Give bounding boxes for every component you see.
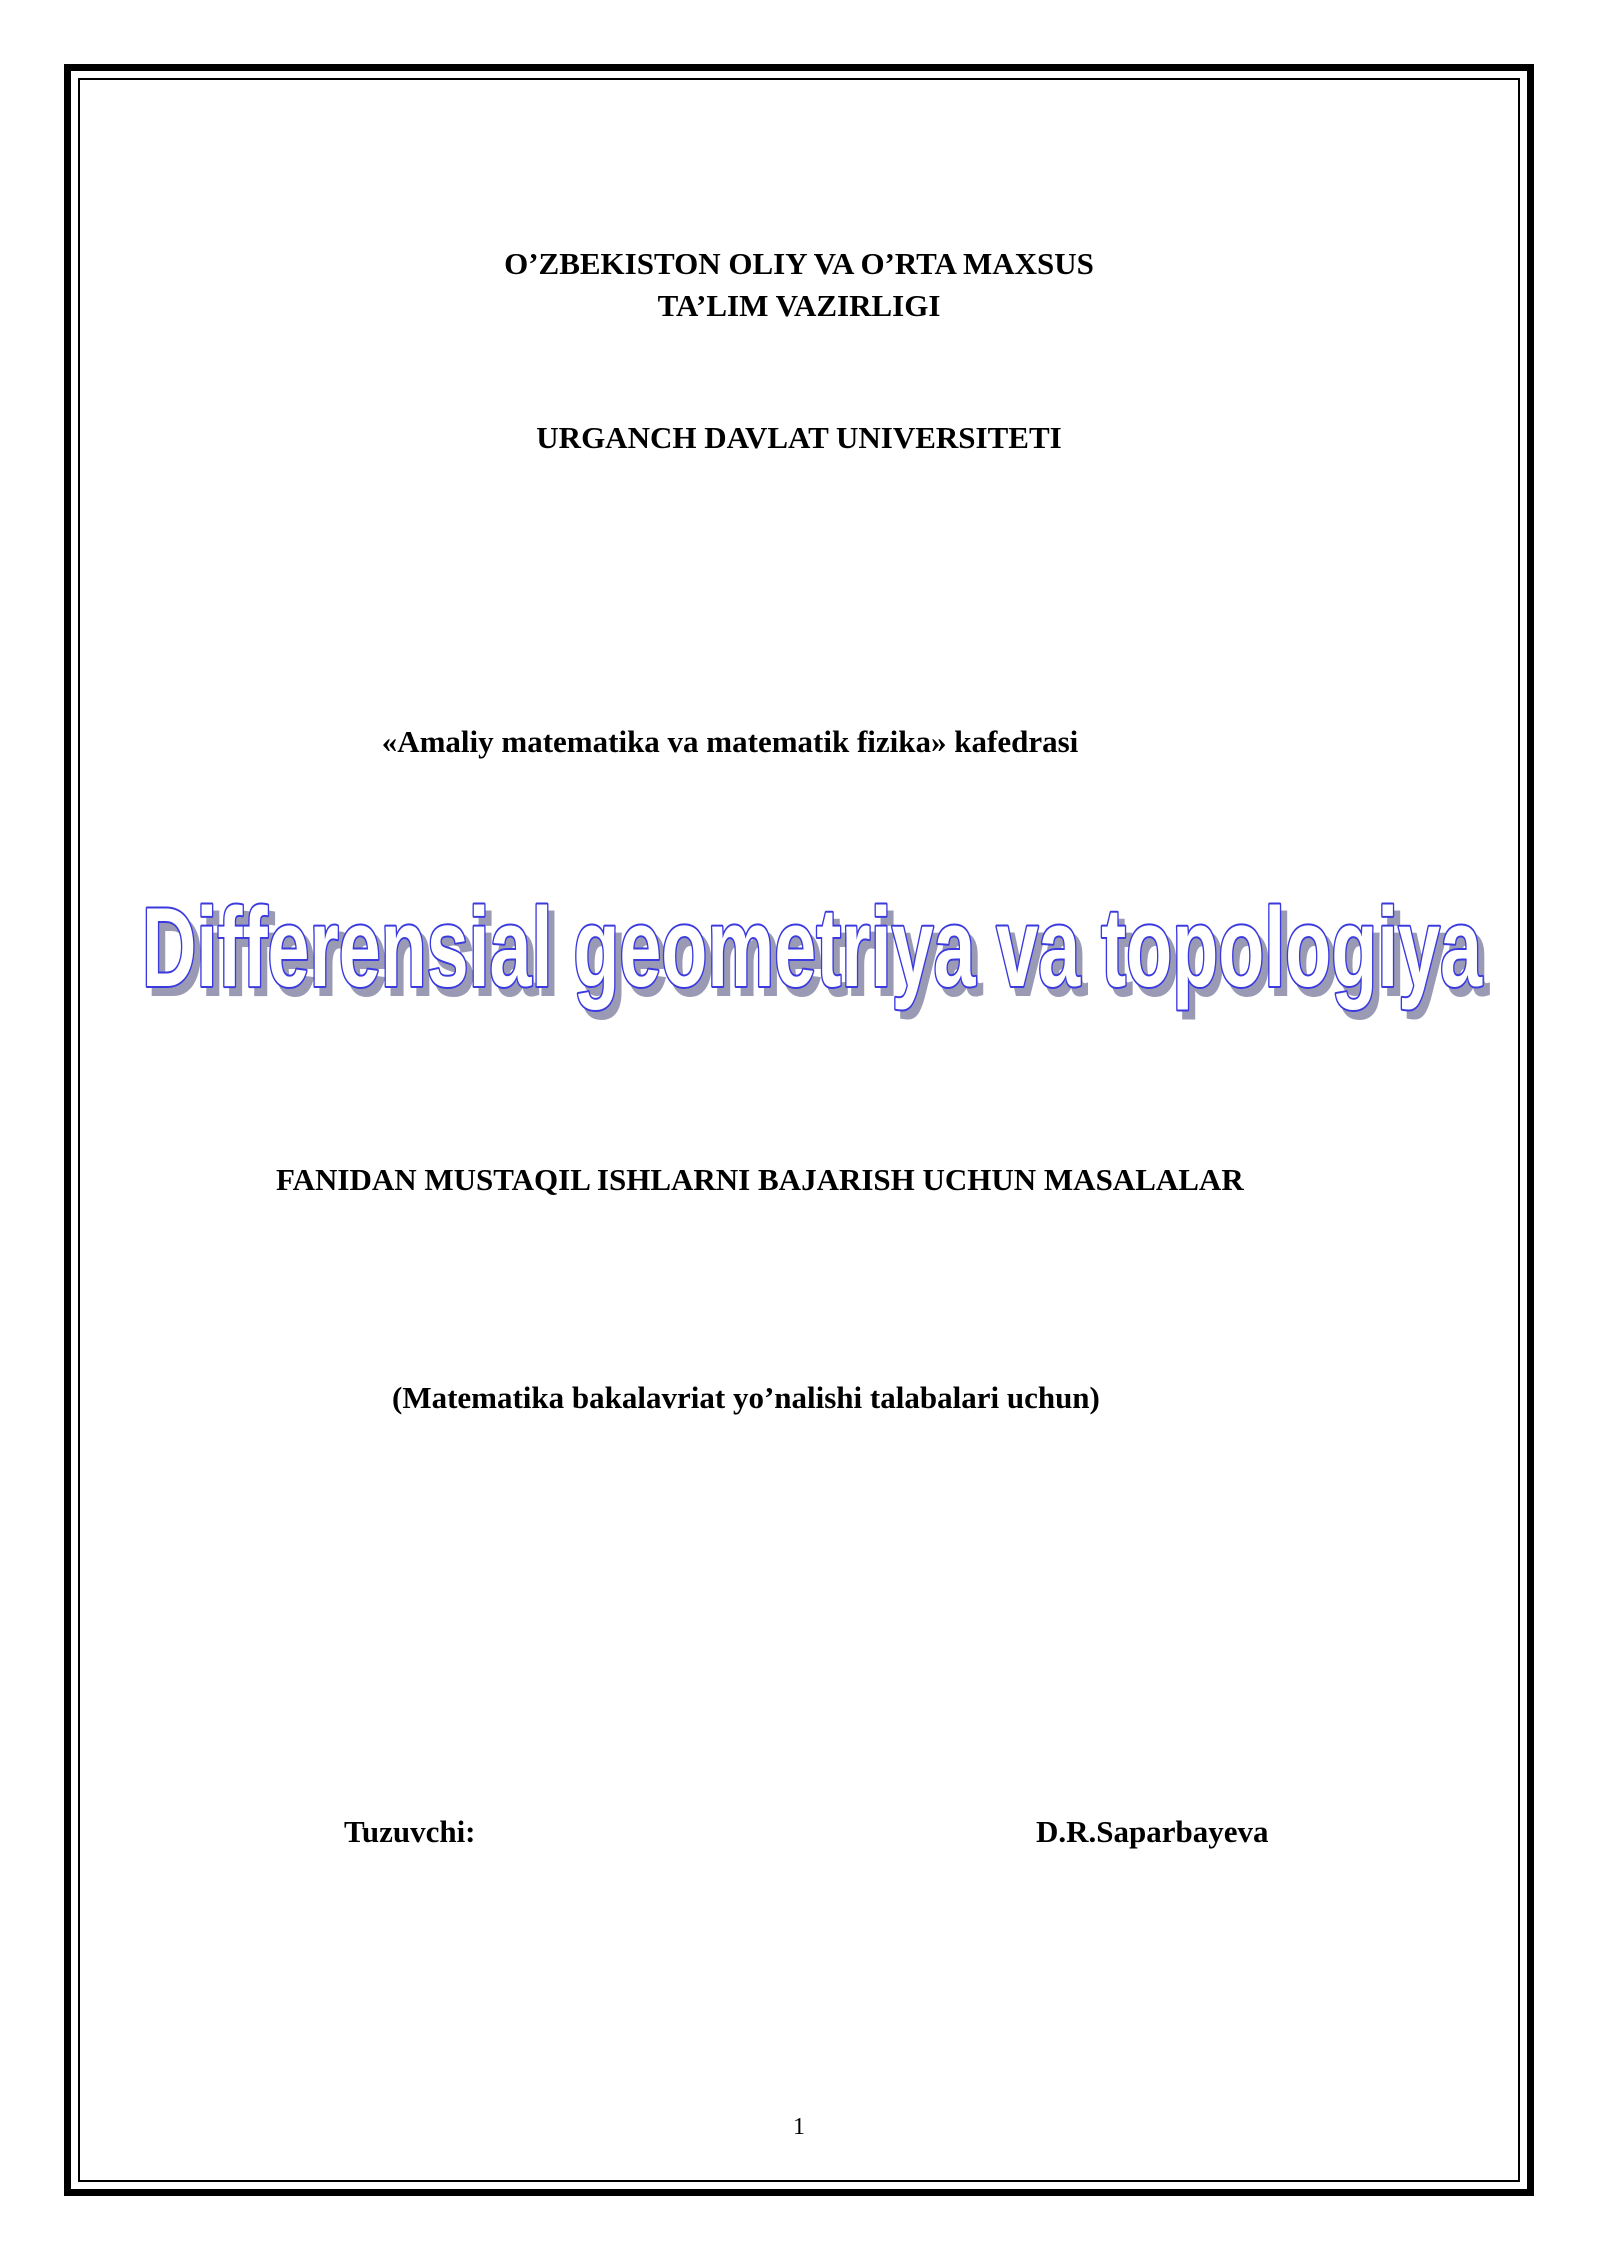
course-title-wordart: [140, 876, 1500, 1036]
author-label: Tuzuvchi:: [344, 1814, 476, 1849]
course-title-shadow: Differensial geometriya va topologiya: [148, 893, 1489, 1018]
subject-line: FANIDAN MUSTAQIL ISHLARNI BAJARISH UCHUN MASALALAR: [276, 1162, 1244, 1197]
ministry-line-2: TA’LIM VAZIRLIGI: [657, 288, 941, 323]
course-title-text: Differensial geometriya va topologiya: [142, 885, 1483, 1010]
page-number: 1: [793, 2114, 805, 2140]
audience-line: (Matematika bakalavriat yo’nalishi talabalari uchun): [392, 1380, 1100, 1415]
course-title-graphic: [140, 876, 1500, 1036]
ministry-line-1: O’ZBEKISTON OLIY VA O’RTA MAXSUS: [504, 246, 1094, 281]
department-name: [0, 722, 1600, 762]
page-border-inner: [78, 78, 1520, 2182]
university-name: URGANCH DAVLAT UNIVERSITETI: [536, 420, 1062, 455]
department-label: «Amaliy matematika va matematik fizika» kafedrasi: [381, 724, 1079, 759]
author-name: D.R.Saparbayeva: [1036, 1814, 1269, 1849]
